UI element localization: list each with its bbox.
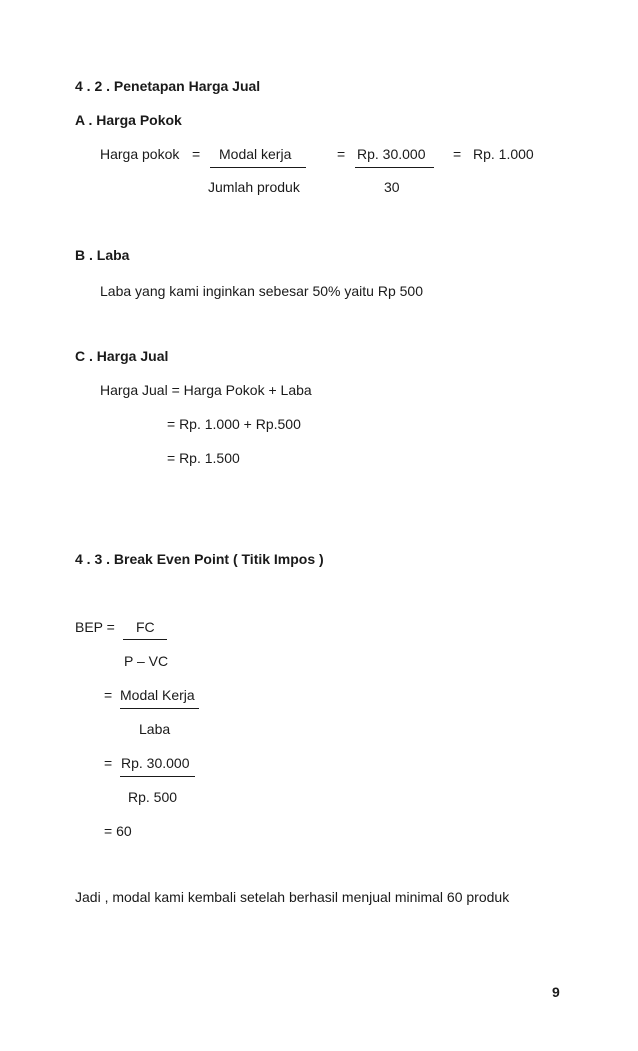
conclusion-text: Jadi , modal kami kembali setelah berhasil menjual minimal 60 produk [75, 889, 510, 905]
fraction-numerator-rp-30000: Rp. 30.000 [121, 755, 190, 771]
fraction-numerator-modal-kerja: Modal kerja [219, 146, 292, 162]
fraction-denominator-30: 30 [384, 179, 400, 195]
harga-pokok-label: Harga pokok [100, 146, 180, 162]
equals-sign: = [453, 146, 462, 162]
harga-jual-result: = Rp. 1.500 [167, 450, 240, 466]
page-number: 9 [552, 984, 560, 1000]
fraction-bar [210, 167, 306, 168]
equals-sign: = [192, 146, 201, 162]
fraction-denominator-p-vc: P – VC [124, 653, 169, 669]
fraction-bar [120, 708, 199, 709]
fraction-bar [123, 639, 167, 640]
fraction-numerator-rp-30000: Rp. 30.000 [357, 146, 426, 162]
fraction-bar [355, 167, 434, 168]
harga-jual-formula: Harga Jual = Harga Pokok + Laba [100, 382, 312, 398]
fraction-denominator-jumlah-produk: Jumlah produk [208, 179, 300, 195]
equals-sign: = [104, 755, 113, 771]
section-4-3-heading: 4 . 3 . Break Even Point ( Titik Impos ) [75, 551, 324, 567]
harga-pokok-result: Rp. 1.000 [473, 146, 534, 162]
subsection-b-heading: B . Laba [75, 247, 130, 263]
subsection-a-heading: A . Harga Pokok [75, 112, 182, 128]
subsection-c-heading: C . Harga Jual [75, 348, 169, 364]
section-4-2-heading: 4 . 2 . Penetapan Harga Jual [75, 78, 261, 94]
equals-sign: = [337, 146, 346, 162]
harga-jual-substitution: = Rp. 1.000 + Rp.500 [167, 416, 301, 432]
equals-sign: = [104, 687, 113, 703]
bep-label: BEP = [75, 619, 115, 635]
fraction-numerator-modal-kerja: Modal Kerja [120, 687, 195, 703]
fraction-numerator-fc: FC [136, 619, 155, 635]
fraction-denominator-rp-500: Rp. 500 [128, 789, 178, 805]
fraction-bar [120, 776, 195, 777]
fraction-denominator-laba: Laba [139, 721, 171, 737]
laba-text: Laba yang kami inginkan sebesar 50% yaitu Rp 500 [100, 283, 423, 299]
bep-result: = 60 [104, 823, 132, 839]
